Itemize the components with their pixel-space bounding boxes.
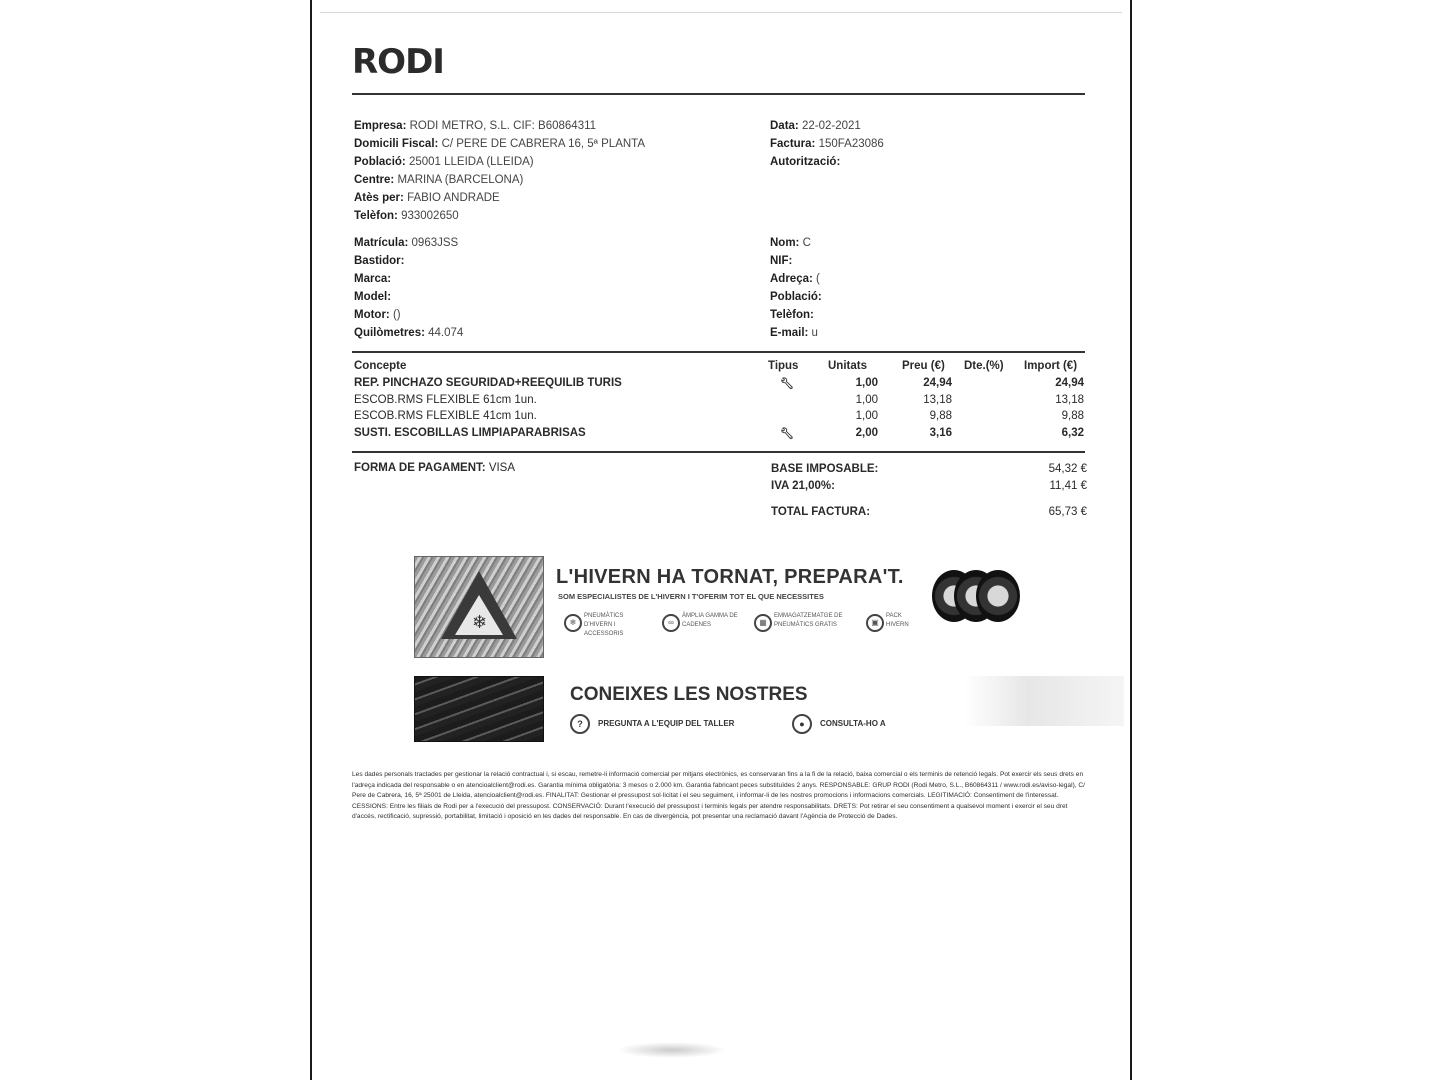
col-import: Import (€) xyxy=(1024,360,1078,372)
banner-subtitle: SOM ESPECIALISTES DE L'HIVERN I T'OFERIM TOT EL QUE NECESSITES xyxy=(558,592,824,601)
table-top-divider xyxy=(352,351,1085,353)
table-row xyxy=(352,394,1087,411)
row-unitats: 1,00 xyxy=(855,393,878,406)
snowflake-icon: ❄ xyxy=(564,614,582,632)
chain-icon: ∞ xyxy=(662,614,680,632)
tire-tread-image xyxy=(414,676,544,742)
feature-chains: ∞ ÀMPLIA GAMMA DE CADENES xyxy=(682,612,742,630)
wrench-icon: 🔧︎ xyxy=(780,378,794,390)
feature-pack: ▣ PACK HIVERN xyxy=(886,612,926,630)
customer-info: Nom: C NIF: Adreça: ( Població: Telèfon: E-mail: u xyxy=(770,237,822,339)
globe-icon: ● xyxy=(792,714,812,734)
total-value: 65,73 € xyxy=(1048,506,1087,518)
row-preu: 9,88 xyxy=(929,410,952,422)
total-label: TOTAL FACTURA: xyxy=(771,506,871,518)
ask-workshop-link: ? PREGUNTA A L'EQUIP DEL TALLER xyxy=(570,714,734,734)
row-preu: 3,16 xyxy=(929,426,952,439)
company-info: Empresa: RODI METRO, S.L. CIF: B60864311 Domicili Fiscal: C/ PERE DE CABRERA 16, 5ª PLANTA Població: 25001 LLEIDA (LLEIDA) Centre: MARINA (BARCELONA) Atès per: FABIO ANDRADE Telèfon: 933002650 xyxy=(354,120,646,222)
line-items-table xyxy=(352,360,1087,443)
col-preu: Preu (€) xyxy=(902,360,945,372)
banner2-title: CONEIXES LES NOSTRES xyxy=(570,684,808,705)
col-dte: Dte.(%) xyxy=(964,360,1004,372)
iva-label: IVA 21,00%: xyxy=(771,480,835,492)
rodi-logo: RODI xyxy=(352,42,444,82)
col-tipus: Tipus xyxy=(768,360,799,372)
winter-sign-image xyxy=(414,556,544,658)
iva-value: 11,41 € xyxy=(1049,480,1087,492)
row-concepte: SUSTI. ESCOBILLAS LIMPIAPARABRISAS xyxy=(354,426,586,439)
row-unitats: 1,00 xyxy=(855,377,878,389)
row-unitats: 1,00 xyxy=(855,410,878,422)
table-header xyxy=(352,360,1087,377)
table-row xyxy=(352,427,1087,444)
row-concepte: ESCOB.RMS FLEXIBLE 41cm 1un. xyxy=(354,410,537,422)
row-import: 9,88 xyxy=(1061,410,1084,422)
row-preu: 13,18 xyxy=(923,393,952,406)
products-promo-banner xyxy=(414,676,1034,742)
wrench-icon: 🔧︎ xyxy=(780,427,794,440)
winter-promo-banner xyxy=(414,556,1034,658)
snowflake-icon: ❄ xyxy=(472,612,488,632)
legal-notice: Les dades personals tractades per gestionar la relació contractual i, si escau, remetre-li informació comercial per mitjans electrònics, es conservaran fins a la fi de la relació, baixa comercial o els terminis de retenció legals. Pot exercir els seus drets en l'adreça indicada del responsable o en atencioalclient@rodi.es. Garantia mínima obligatòria: 3 mesos o 2.000 km. Garantia fabricant peces substituïdes 2 anys. RESPONSABLE: GRUP RODI (Rodi Metro, S.L., B60864311 / www.rodi.es/aviso-legal), C/ Pere de Cabrera, 16, 5ª 25001 de Lleida, atencioalclient@rodi.es. FINALITAT: Gestionar el pressupost sol·licitat i el seu seguiment, i informar-li de les nostres promocions i informacions comercials. LEGITIMACIÓ: Consentiment de l'interessat. CESSIONS: Entre les filials de Rodi per a l'execució del pressupost. CONSERVACIÓ: Durant l'execució del pressupost i terminis legals per atendre responsabilitats. DRETS: Pot retirar el seu consentiment a qualsevol moment i exercir el seu dret d'accés, rectificació, supressió, portabilitat, limitació i oposició en les dades del responsable. En cas de divergència, pot presentar una reclamació davant l'Agència de Protecció de Dades. xyxy=(352,771,1086,821)
row-import: 24,94 xyxy=(1055,377,1084,389)
row-import: 13,18 xyxy=(1055,393,1084,406)
invoice-page xyxy=(310,0,1132,1080)
col-concepte: Concepte xyxy=(354,360,407,372)
table-bottom-divider xyxy=(352,451,1085,453)
invoice-meta: Data: 22-02-2021 Factura: 150FA23086 Autorització: xyxy=(770,120,884,168)
storage-icon: ▦ xyxy=(754,614,772,632)
row-import: 6,32 xyxy=(1061,426,1084,439)
row-concepte: ESCOB.RMS FLEXIBLE 61cm 1un. xyxy=(354,393,537,406)
vehicle-info: Matrícula: 0963JSS Bastidor: Marca: Model: Motor: () Quilòmetres: 44.074 xyxy=(354,237,464,339)
feature-tires: ❄ PNEUMÀTICS D'HIVERN I ACCESSORIS xyxy=(584,612,646,639)
banner-title: L'HIVERN HA TORNAT, PREPARA'T. xyxy=(556,566,904,588)
row-concepte: REP. PINCHAZO SEGURIDAD+REEQUILIB TURIS xyxy=(354,377,622,389)
row-unitats: 2,00 xyxy=(855,426,878,439)
table-row xyxy=(352,410,1087,427)
payment-method: FORMA DE PAGAMENT: VISA xyxy=(354,462,516,474)
base-label: BASE IMPOSABLE: xyxy=(771,463,879,475)
feature-storage: ▦ EMMAGATZEMATGE DE PNEUMÀTICS GRATIS xyxy=(774,612,852,630)
table-row xyxy=(352,377,1087,394)
question-icon: ? xyxy=(570,714,590,734)
blurred-area xyxy=(964,676,1124,726)
col-unitats: Unitats xyxy=(828,360,867,372)
consult-link: ● CONSULTA-HO A xyxy=(792,714,886,734)
header-divider xyxy=(352,93,1085,95)
tires-image xyxy=(932,570,1022,626)
base-value: 54,32 € xyxy=(1048,463,1087,475)
row-preu: 24,94 xyxy=(923,377,952,389)
scan-smudge xyxy=(617,1042,727,1058)
pack-icon: ▣ xyxy=(866,614,884,632)
scan-edge xyxy=(320,12,1122,13)
